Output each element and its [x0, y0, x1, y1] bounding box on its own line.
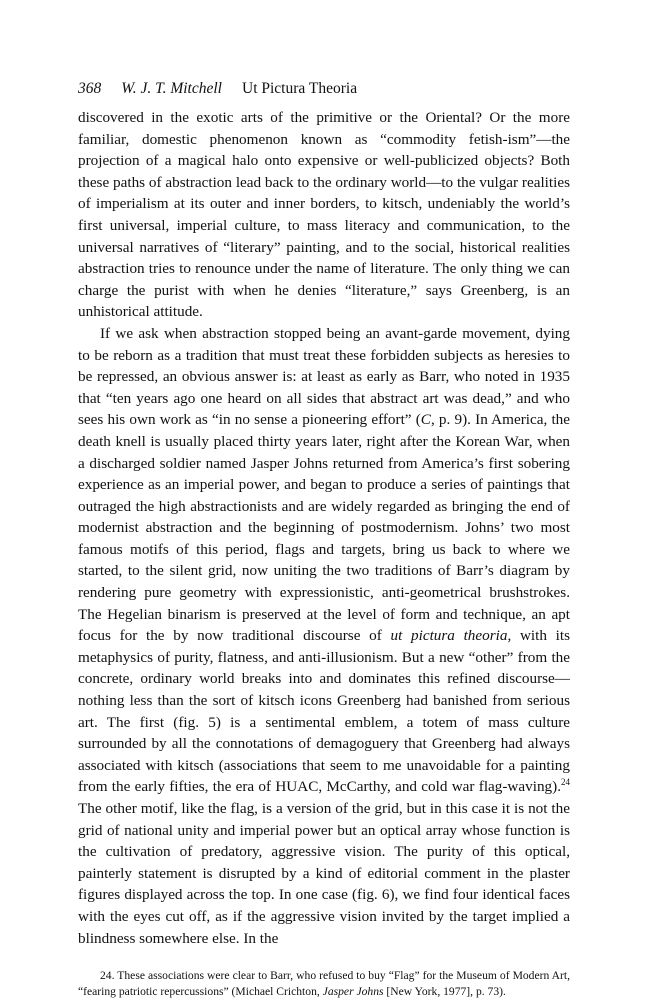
footnote-reference: 24 — [561, 777, 570, 788]
footnote-text-a: These associations were clear to Barr, who refused to buy “Flag” for the Museum of Modern Art, “fearing patriotic repercussions” (Michael Crichton, — [78, 969, 570, 998]
footnote-text-b: [New York, 1977], p. 73). — [383, 984, 506, 998]
latin-phrase: ut pictura theoria, — [390, 627, 512, 645]
footnote-book-title: Jasper Johns — [322, 984, 384, 998]
paragraph-2-text-b: , p. 9). In America, the death knell is usually placed thirty years later, right after the Korean War, when a discharged soldier named Jasper Johns returned from America’s first sobering experience as an imperial power, and began to produce a series of paintings that outraged the high abstractionists and are widely regarded as bringing the end of modernist abstraction and the beginning of postmodernism. Johns’ two most famous motifs of this period, flags and targets, bring us back to where we started, to the silent grid, now uniting the two traditions of Barr’s diagram by rendering pure geometry with expressionistic, anti-geometrical brushstrokes. The Hegelian binarism is preserved at the level of form and technique, an apt focus for the by now traditional discourse of — [78, 411, 570, 645]
paragraph-2-text-c: with its metaphysics of purity, flatness, and anti-illusionism. But a new “other” from the concrete, ordinary world breaks into and dominates this refined discourse—nothing less than the sort of kitsch icons Greenberg had banished from serious art. The first (fig. 5) is a sentimental emblem, a totem of mass culture surrounded by all the connotations of demagoguery that Greenberg had always associated with kitsch (associations that seem to me unavoidable for a painting from the early fifties, the era of HUAC, McCarthy, and cold war flag-waving). — [78, 627, 570, 796]
running-head-author: W. J. T. Mitchell — [121, 80, 222, 97]
book-page — [78, 78, 570, 1000]
footnote-number: 24. — [100, 969, 115, 983]
citation-abbrev: C — [420, 411, 431, 429]
running-head — [78, 78, 570, 100]
running-head-title: Ut Pictura Theoria — [242, 80, 358, 97]
footnote-24 — [78, 968, 570, 1000]
paragraph-1: discovered in the exotic arts of the primitive or the Oriental? Or the more familiar, domestic phenomenon known as “commodity fetish-ism”—the projection of a magical halo onto expensive or well-publicized objects? Both these paths of abstraction lead back to the ordinary world—to the vulgar realities of imperialism at its outer and inner borders, to kitsch, undeniably the world’s first universal, imperial culture, to mass literacy and communication, to the universal narratives of “literary” painting, and to the social, historical realities abstraction tries to renounce under the name of literature. The only thing we can charge the purist with when he denies “literature,” says Greenberg, is an unhistorical attitude. — [78, 109, 570, 321]
footnotes — [78, 968, 570, 1000]
paragraph-2-text-a: If we ask when abstraction stopped being an avant-garde movement, dying to be reborn as a tradition that must treat these forbidden subjects as heresies to be repressed, an obvious answer is: at least as early as Barr, who noted in 1935 that “ten years ago one heard on all sides that abstract art was dead,” and who sees his own work as “in no sense a pioneering effort” ( — [78, 324, 570, 429]
paragraph-2 — [78, 323, 570, 949]
paragraph-2-text-d: The other motif, like the flag, is a version of the grid, but in this case it is not the grid of national unity and imperial power but an optical array whose function is the cultivation of predatory, aggressive vision. The purity of this optical, painterly statement is disrupted by a kind of editorial comment in the plaster figures displayed across the top. In one case (fig. 6), we find four identical faces with the eyes cut off, as if the aggressive vision invited by the target implied a blindness somewhere else. In the — [78, 800, 570, 947]
page-number: 368 — [78, 80, 102, 97]
body-text — [78, 107, 570, 949]
